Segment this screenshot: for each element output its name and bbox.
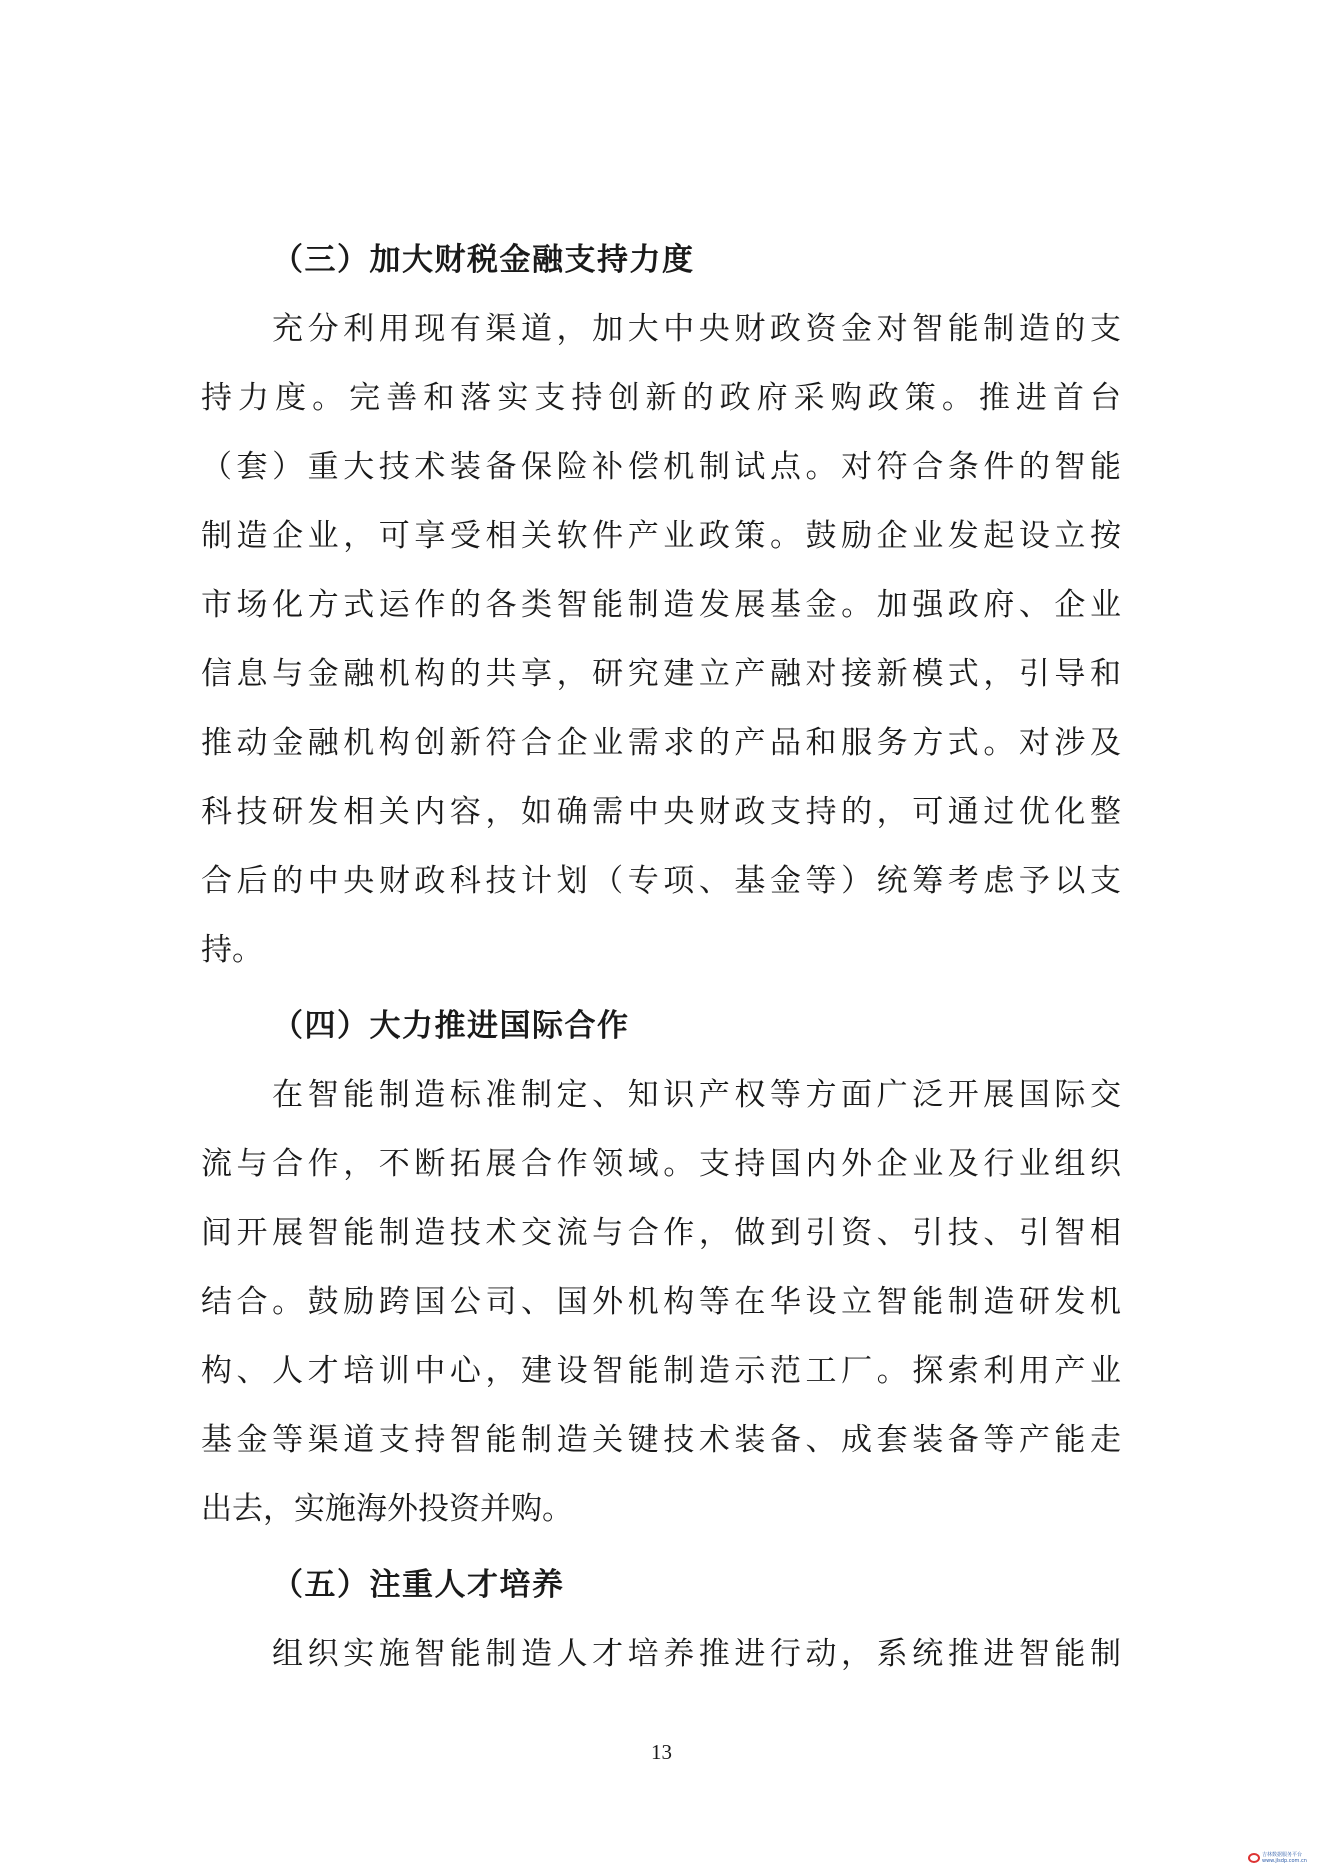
paragraph-line: 持力度。完善和落实支持创新的政府采购政策。推进首台	[201, 380, 1121, 416]
paragraph-line: 出去，实施海外投资并购。	[201, 1491, 573, 1527]
section-heading-4: （四）大力推进国际合作	[272, 1008, 630, 1044]
paragraph-line: 组织实施智能制造人才培养推进行动，系统推进智能制	[272, 1636, 1121, 1672]
paragraph-line: 流与合作，不断拓展合作领域。支持国内外企业及行业组织	[201, 1146, 1121, 1182]
watermark-text	[1262, 1852, 1307, 1864]
paragraph-line: 在智能制造标准制定、知识产权等方面广泛开展国际交	[272, 1077, 1121, 1113]
paragraph-line: 基金等渠道支持智能制造关键技术装备、成套装备等产能走	[201, 1422, 1121, 1458]
paragraph-line: （套）重大技术装备保险补偿机制试点。对符合条件的智能	[201, 449, 1121, 485]
paragraph-line: 市场化方式运作的各类智能制造发展基金。加强政府、企业	[201, 587, 1121, 623]
section-heading-5: （五）注重人才培养	[272, 1567, 565, 1603]
section-heading-3: （三）加大财税金融支持力度	[272, 242, 695, 278]
paragraph-line: 结合。鼓励跨国公司、国外机构等在华设立智能制造研发机	[201, 1284, 1121, 1320]
watermark-line-1: 吉林数据服务平台	[1262, 1852, 1303, 1858]
paragraph-line: 持。	[201, 932, 263, 968]
paragraph-line: 推动金融机构创新符合企业需求的产品和服务方式。对涉及	[201, 725, 1121, 761]
watermark-line-2: www.jlsdp.com.cn	[1262, 1858, 1307, 1864]
paragraph-line: 科技研发相关内容，如确需中央财政支持的，可通过优化整	[201, 794, 1121, 830]
paragraph-line: 构、人才培训中心，建设智能制造示范工厂。探索利用产业	[201, 1353, 1121, 1389]
paragraph-line: 间开展智能制造技术交流与合作，做到引资、引技、引智相	[201, 1215, 1121, 1251]
watermark	[1248, 1850, 1314, 1866]
paragraph-line: 充分利用现有渠道，加大中央财政资金对智能制造的支	[272, 311, 1121, 347]
paragraph-line: 信息与金融机构的共享，研究建立产融对接新模式，引导和	[201, 656, 1121, 692]
page-number: 13	[651, 1740, 672, 1764]
paragraph-line: 制造企业，可享受相关软件产业政策。鼓励企业发起设立按	[201, 518, 1121, 554]
watermark-logo-icon	[1248, 1853, 1260, 1863]
paragraph-line: 合后的中央财政科技计划（专项、基金等）统筹考虑予以支	[201, 863, 1121, 899]
